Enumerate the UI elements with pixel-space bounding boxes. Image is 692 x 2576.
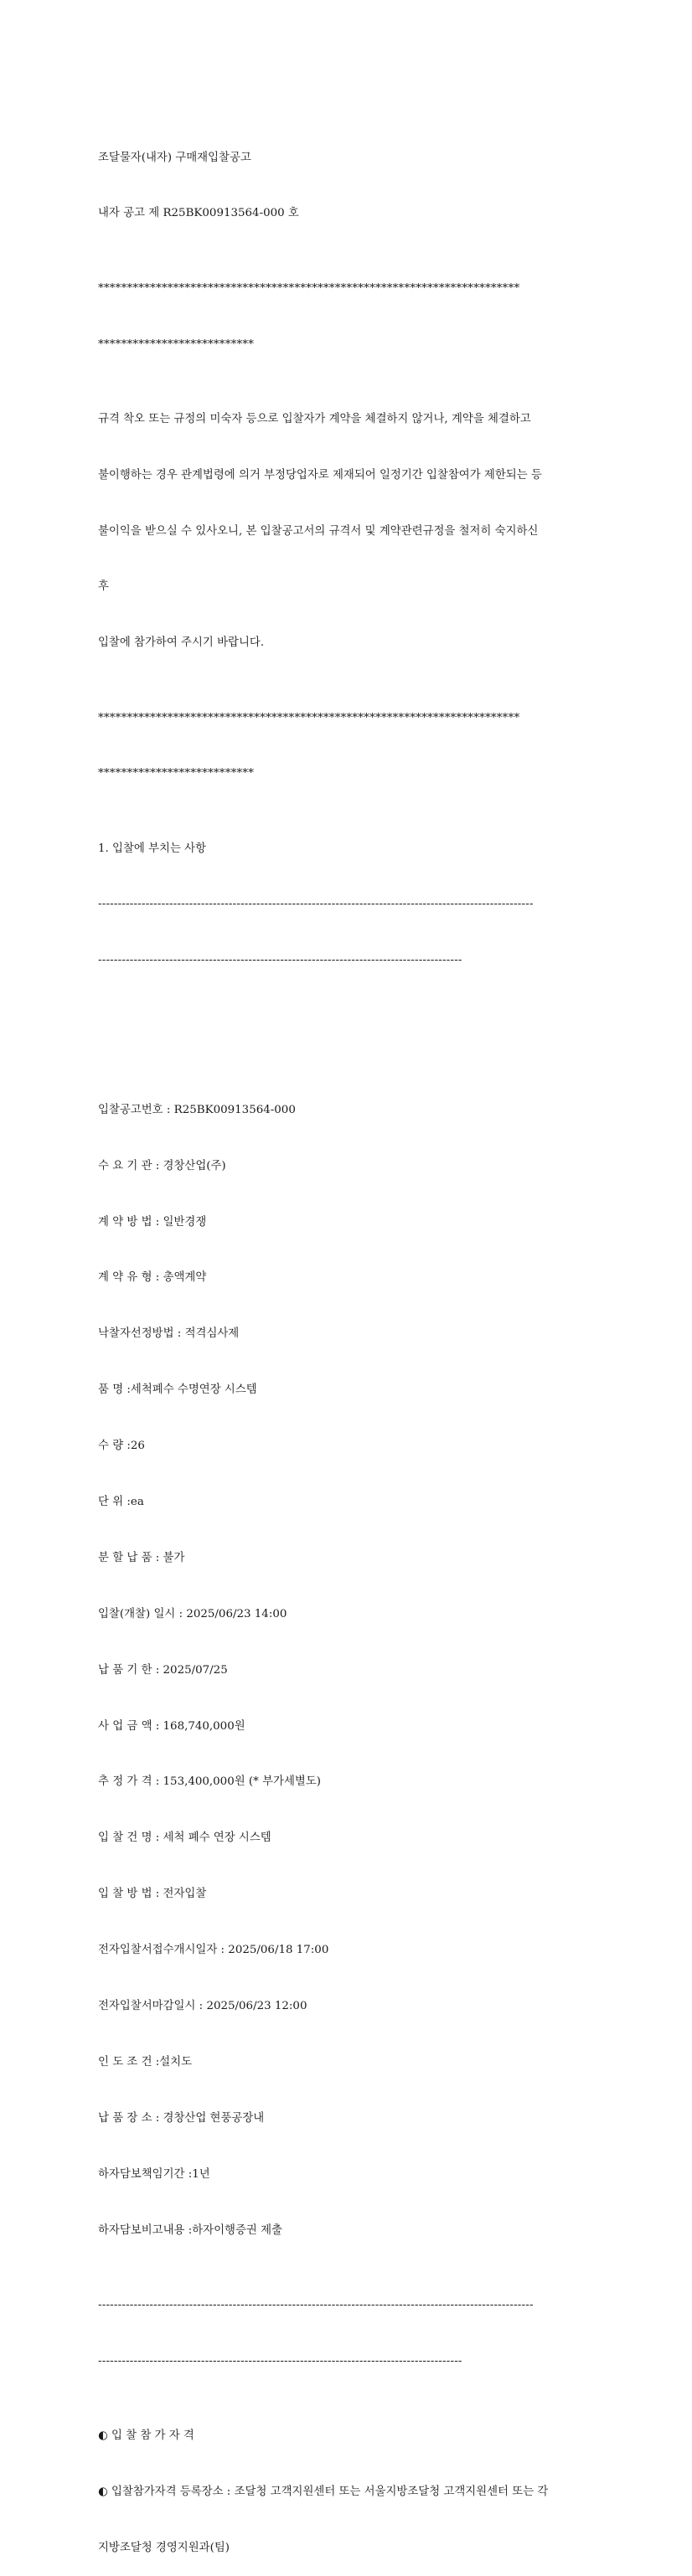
detail-item: 계 약 유 형 : 총액계약 xyxy=(98,1271,207,1285)
dash-divider: -------------------------------------------------------------------------------------------- xyxy=(98,954,462,967)
star-divider: *************************** xyxy=(98,337,255,351)
star-divider: ************************************************************************* xyxy=(98,711,520,724)
detail-item: 하자담보비고내용 :하자이행증권 제출 xyxy=(98,2223,282,2237)
warning-line: 입찰에 참가하여 주시기 바랍니다. xyxy=(98,636,265,650)
star-divider: ************************************************************************* xyxy=(98,281,520,295)
detail-item: 전자입찰서마감일시 : 2025/06/23 12:00 xyxy=(98,1999,307,2012)
registration-place: ◐ 입찰참가자격 등록장소 : 조달청 고객지원센터 또는 서울지방조달청 고객지원센터 또는 각 xyxy=(98,2485,549,2498)
detail-item: 품 명 :세척폐수 수명연장 시스템 xyxy=(98,1383,257,1397)
notice-document xyxy=(98,111,601,2576)
notice-number: 내자 공고 제 R25BK00913564-000 호 xyxy=(98,207,299,220)
detail-item: 입찰(개찰) 일시 : 2025/06/23 14:00 xyxy=(98,1607,287,1620)
detail-item: 수 요 기 관 : 경창산업(주) xyxy=(98,1159,226,1172)
detail-item: 입찰공고번호 : R25BK00913564-000 xyxy=(98,1103,296,1116)
detail-item: 사 업 금 액 : 168,740,000원 xyxy=(98,1719,245,1733)
detail-item: 계 약 방 법 : 일반경쟁 xyxy=(98,1215,207,1229)
dash-divider: -------------------------------------------------------------------------------------------------------------- xyxy=(98,2298,534,2311)
warning-line: 후 xyxy=(98,580,109,594)
detail-item: 하자담보책임기간 :1년 xyxy=(98,2167,210,2181)
qualification-heading: ◐ 입 찰 참 가 자 격 xyxy=(98,2429,194,2442)
spacer-line xyxy=(98,1027,601,1045)
detail-item: 낙찰자선정방법 : 적격심사제 xyxy=(98,1327,240,1341)
registration-place: 지방조달청 경영지원과(팀) xyxy=(98,2541,230,2554)
star-divider: *************************** xyxy=(98,767,255,781)
notice-title: 조달물자(내자) 구매재입찰공고 xyxy=(98,151,251,164)
detail-item: 수 량 :26 xyxy=(98,1440,145,1453)
detail-item: 추 정 가 격 : 153,400,000원 (* 부가세별도) xyxy=(98,1775,321,1789)
detail-item: 납 품 장 소 : 경창산업 현풍공장내 xyxy=(98,2111,265,2125)
detail-item: 단 위 :ea xyxy=(98,1495,144,1508)
detail-item: 입 찰 건 명 : 세척 폐수 연장 시스템 xyxy=(98,1832,271,1845)
detail-item: 전자입찰서접수개시일자 : 2025/06/18 17:00 xyxy=(98,1944,329,1957)
detail-item: 인 도 조 건 :설치도 xyxy=(98,2055,193,2069)
detail-item: 납 품 기 한 : 2025/07/25 xyxy=(98,1663,228,1677)
warning-line: 불이행하는 경우 관계법령에 의거 부정당업자로 제재되어 일정기간 입찰참여가 제한되는 등 xyxy=(98,468,542,482)
detail-item: 분 할 납 품 : 불가 xyxy=(98,1551,185,1564)
dash-divider: -------------------------------------------------------------------------------------------- xyxy=(98,2354,462,2367)
section-title: 1. 입찰에 부치는 사항 xyxy=(98,842,207,855)
detail-item: 입 찰 방 법 : 전자입찰 xyxy=(98,1888,207,1901)
warning-line: 규격 착오 또는 규정의 미숙자 등으로 입찰자가 계약을 체결하지 않거나, 계약을 체결하고 xyxy=(98,412,531,425)
warning-line: 불이익을 받으실 수 있사오니, 본 입찰공고서의 규격서 및 계약관련규정을 철저히 숙지하신 xyxy=(98,524,539,538)
dash-divider: -------------------------------------------------------------------------------------------------------------- xyxy=(98,898,534,911)
